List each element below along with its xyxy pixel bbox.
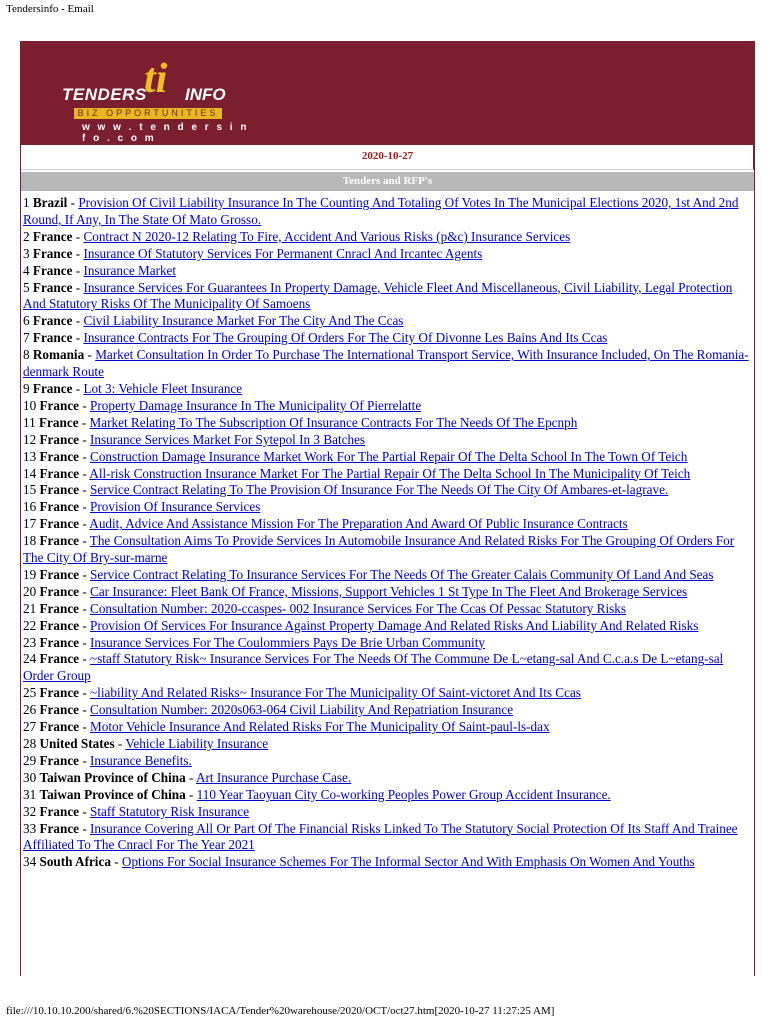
- tender-number: 23: [23, 634, 37, 650]
- tender-title-link[interactable]: Audit, Advice And Assistance Mission For The Preparation And Award Of Public Insurance Contracts: [89, 516, 628, 532]
- tender-title-link[interactable]: Motor Vehicle Insurance And Related Risks For The Municipality Of Saint-paul-ls-dax: [90, 719, 550, 735]
- tender-title-link[interactable]: Service Contract Relating To Insurance Services For The Needs Of The Greater Calais Community Of Land And Seas: [90, 566, 714, 582]
- tender-list: [23, 195, 756, 871]
- tender-number: 24: [23, 651, 37, 667]
- tender-number: 32: [23, 803, 37, 819]
- tender-item: 25 France - ~liability And Related Risks~ Insurance For The Municipality Of Saint-victoret And Its Ccas: [23, 685, 581, 701]
- tender-item: 18 France - The Consultation Aims To Provide Services In Automobile Insurance And Related Risks For The Grouping Of Orders For The City Of Bry-sur-marne: [23, 533, 735, 566]
- tender-number: 8: [23, 347, 30, 363]
- tender-title-link[interactable]: Consultation Number: 2020-ccaspes- 002 Insurance Services For The Ccas Of Pessac Statutory Risks: [90, 600, 626, 616]
- tender-country: France: [39, 397, 80, 413]
- tender-item: 33 France - Insurance Covering All Or Part Of The Financial Risks Linked To The Statutory Social Protection Of Its Staff And Trainee Affiliated To The Cnracl For The Year 2021: [23, 820, 738, 853]
- tender-number: 3: [23, 245, 30, 261]
- tender-title-link[interactable]: Property Damage Insurance In The Municipality Of Pierrelatte: [90, 397, 422, 413]
- header-banner: [20, 41, 755, 145]
- tender-title-link[interactable]: Market Relating To The Subscription Of Insurance Contracts For The Needs Of The Epcnph: [89, 414, 578, 430]
- tender-title-link[interactable]: Insurance Services For The Coulommiers Pays De Brie Urban Community: [90, 634, 485, 650]
- tender-number: 12: [23, 431, 37, 447]
- tender-country: United States: [39, 736, 115, 751]
- tender-number: 13: [23, 448, 37, 464]
- tender-country: France: [32, 245, 73, 261]
- tender-item: 10 France - Property Damage Insurance In The Municipality Of Pierrelatte: [23, 397, 422, 413]
- tender-country: France: [39, 566, 80, 582]
- tender-number: 25: [23, 685, 37, 701]
- tender-title-link[interactable]: Insurance Services For Guarantees In Property Damage, Vehicle Fleet And Miscellaneous, Civil Liability, Legal Protection And Statutory Risks Of The Municipality Of Samoens: [23, 279, 733, 312]
- print-footer: file:///10.10.10.200/shared/6.%20SECTIONS/IACA/Tender%20warehouse/2020/OCT/oct27.htm[2020-10-27 11:27:25 AM]: [6, 1005, 555, 1017]
- tender-country: France: [39, 499, 80, 515]
- tender-title-link[interactable]: Car Insurance: Fleet Bank Of France, Missions, Support Vehicles 1 St Type In The Fleet And Brokerage Services: [90, 583, 688, 599]
- tender-country: France: [39, 752, 80, 768]
- tender-item: 5 France - Insurance Services For Guarantees In Property Damage, Vehicle Fleet And Miscellaneous, Civil Liability, Legal Protection And Statutory Risks Of The Municipality Of Samoens: [23, 279, 733, 312]
- tender-title-link[interactable]: Art Insurance Purchase Case.: [195, 769, 352, 785]
- tender-item: 14 France - All-risk Construction Insurance Market For The Partial Repair Of The Delta School In The Municipality Of Teich: [23, 465, 691, 481]
- tender-item: 9 France - Lot 3: Vehicle Fleet Insurance: [23, 380, 243, 396]
- tender-country: France: [39, 634, 80, 650]
- tender-title-link[interactable]: Vehicle Liability Insurance: [125, 736, 269, 751]
- tender-number: 4: [23, 262, 30, 278]
- tender-title-link[interactable]: ~liability And Related Risks~ Insurance For The Municipality Of Saint-victoret And Its Ccas: [90, 685, 581, 701]
- tender-item: 4 France - Insurance Market: [23, 262, 177, 278]
- tender-number: 19: [23, 566, 37, 582]
- tender-title-link[interactable]: Provision Of Insurance Services: [90, 499, 261, 515]
- tender-item: 30 Taiwan Province of China - Art Insurance Purchase Case.: [23, 769, 352, 785]
- section-title: Tenders and RFP's: [21, 172, 754, 191]
- logo-info-text: INFO: [185, 85, 226, 104]
- tender-item: 16 France - Provision Of Insurance Services: [23, 499, 261, 515]
- tender-title-link[interactable]: Insurance Of Statutory Services For Permanent Cnracl And Ircantec Agents: [83, 245, 483, 261]
- tender-item: 2 France - Contract N 2020-12 Relating To Fire, Accident And Various Risks (p&c) Insurance Services: [23, 228, 571, 244]
- tender-number: 29: [23, 752, 37, 768]
- tender-number: 30: [23, 769, 37, 785]
- tender-country: France: [39, 651, 80, 667]
- tender-number: 20: [23, 583, 37, 599]
- tender-number: 26: [23, 702, 37, 718]
- logo-tagline: BIZ OPPORTUNITIES: [74, 108, 222, 119]
- tender-item: 8 Romania - Market Consultation In Order To Purchase The International Transport Service, With Insurance Included, On The Romania-denmark Route: [23, 347, 749, 380]
- tender-title-link[interactable]: The Consultation Aims To Provide Services In Automobile Insurance And Related Risks For The Grouping Of Orders For The City Of Bry-sur-marne: [23, 533, 735, 566]
- tender-country: France: [39, 803, 80, 819]
- tender-title-link[interactable]: Lot 3: Vehicle Fleet Insurance: [83, 380, 243, 396]
- tender-item: 24 France - ~staff Statutory Risk~ Insurance Services For The Needs Of The Commune De L~etang-sal And C.c.a.s De L~etang-sal Order Group: [23, 651, 724, 684]
- tender-number: 1: [23, 195, 30, 210]
- tender-number: 31: [23, 786, 37, 802]
- tender-country: France: [39, 702, 80, 718]
- tendersinfo-logo[interactable]: [52, 51, 252, 144]
- tender-title-link[interactable]: Contract N 2020-12 Relating To Fire, Accident And Various Risks (p&c) Insurance Services: [83, 228, 571, 244]
- tender-item: 13 France - Construction Damage Insurance Market Work For The Partial Repair Of The Delta School In The Town Of Teich: [23, 448, 688, 464]
- tender-country: France: [39, 685, 80, 701]
- tender-number: 5: [23, 279, 30, 295]
- tender-item: 1 Brazil - Provision Of Civil Liability Insurance In The Counting And Totaling Of Votes In The Municipal Elections 2020, 1st And 2nd Round, If Any, In The State Of Mato Grosso.: [23, 195, 739, 227]
- tender-item: 29 France - Insurance Benefits.: [23, 752, 192, 768]
- tender-item: 7 France - Insurance Contracts For The Grouping Of Orders For The City Of Divonne Les Bains And Its Ccas: [23, 330, 608, 346]
- tender-item: 34 South Africa - Options For Social Insurance Schemes For The Informal Sector And With Emphasis On Women And Youths: [23, 854, 695, 870]
- tender-number: 15: [23, 482, 37, 498]
- tender-number: 2: [23, 228, 30, 244]
- tender-number: 10: [23, 397, 37, 413]
- tender-title-link[interactable]: Market Consultation In Order To Purchase The International Transport Service, With Insurance Included, On The Romania-denmark Route: [23, 347, 749, 380]
- tender-country: France: [39, 533, 80, 549]
- tender-title-link[interactable]: All-risk Construction Insurance Market For The Partial Repair Of The Delta School In The Municipality Of Teich: [89, 465, 691, 481]
- tender-title-link[interactable]: Civil Liability Insurance Market For The City And The Ccas: [83, 313, 404, 329]
- tender-number: 16: [23, 499, 37, 515]
- tender-title-link[interactable]: Service Contract Relating To The Provision Of Insurance For The Needs Of The City Of Ambares-et-lagrave.: [90, 482, 669, 498]
- tender-country: France: [39, 617, 80, 633]
- tender-number: 7: [23, 330, 30, 346]
- print-header: Tendersinfo - Email: [6, 3, 94, 15]
- tender-country: France: [39, 431, 80, 447]
- tender-number: 11: [23, 414, 36, 430]
- tender-number: 17: [23, 516, 37, 532]
- tender-number: 6: [23, 313, 30, 329]
- tender-country: France: [39, 482, 80, 498]
- tender-number: 9: [23, 380, 30, 396]
- tender-country: France: [39, 820, 80, 836]
- date-row: [21, 145, 754, 170]
- tender-item: 28 United States - Vehicle Liability Insurance: [23, 736, 269, 751]
- tender-country: France: [39, 465, 80, 481]
- tender-title-link[interactable]: Construction Damage Insurance Market Work For The Partial Repair Of The Delta School In The Town Of Teich: [90, 448, 688, 464]
- tender-title-link[interactable]: Options For Social Insurance Schemes For The Informal Sector And With Emphasis On Women And Youths: [121, 854, 695, 870]
- tender-number: 27: [23, 719, 37, 735]
- tender-item: 31 Taiwan Province of China - 110 Year Taoyuan City Co-working Peoples Power Group Accident Insurance.: [23, 786, 611, 802]
- tender-item: 27 France - Motor Vehicle Insurance And Related Risks For The Municipality Of Saint-paul-ls-dax: [23, 719, 550, 735]
- tender-title-link[interactable]: Provision Of Civil Liability Insurance In The Counting And Totaling Of Votes In The Municipal Elections 2020, 1st And 2nd Round, If Any, In The State Of Mato Grosso.: [23, 195, 739, 227]
- tender-country: France: [39, 719, 80, 735]
- logo-ti-mark: ti: [144, 56, 168, 102]
- tender-country: France: [32, 279, 73, 295]
- tender-number: 21: [23, 600, 37, 616]
- tender-title-link[interactable]: Insurance Benefits.: [90, 752, 192, 768]
- tender-title-link[interactable]: Provision Of Services For Insurance Against Property Damage And Related Risks And Liability And Related Risks: [90, 617, 699, 633]
- tender-title-link[interactable]: Staff Statutory Risk Insurance: [90, 803, 250, 819]
- tender-title-link[interactable]: Insurance Contracts For The Grouping Of Orders For The City Of Divonne Les Bains And Its Ccas: [83, 330, 608, 346]
- tender-number: 34: [23, 854, 37, 870]
- tender-country: Taiwan Province of China: [39, 786, 186, 802]
- tender-number: 28: [23, 736, 37, 751]
- tender-item: 21 France - Consultation Number: 2020-ccaspes- 002 Insurance Services For The Ccas Of Pessac Statutory Risks: [23, 600, 626, 616]
- logo-url: w w w . t e n d e r s i n f o . c o m: [82, 122, 249, 144]
- tender-country: France: [32, 380, 73, 396]
- tender-country: Brazil: [32, 195, 68, 210]
- tender-item: 15 France - Service Contract Relating To The Provision Of Insurance For The Needs Of The City Of Ambares-et-lagrave.: [23, 482, 669, 498]
- tender-item: 26 France - Consultation Number: 2020s063-064 Civil Liability And Repatriation Insurance: [23, 702, 514, 718]
- tender-item: 19 France - Service Contract Relating To Insurance Services For The Needs Of The Greater Calais Community Of Land And Seas: [23, 566, 714, 582]
- tender-item: 12 France - Insurance Services Market For Sytepol In 3 Batches: [23, 431, 366, 447]
- tender-item: 32 France - Staff Statutory Risk Insurance: [23, 803, 250, 819]
- tender-title-link[interactable]: 110 Year Taoyuan City Co-working Peoples Power Group Accident Insurance.: [196, 786, 611, 802]
- tender-item: 3 France - Insurance Of Statutory Services For Permanent Cnracl And Ircantec Agents: [23, 245, 483, 261]
- tender-country: France: [39, 600, 80, 616]
- tender-number: 14: [23, 465, 37, 481]
- tender-country: France: [39, 516, 80, 532]
- tender-country: South Africa: [39, 854, 111, 870]
- logo-tenders-text: TENDERS: [62, 85, 147, 104]
- tender-title-link[interactable]: ~staff Statutory Risk~ Insurance Services For The Needs Of The Commune De L~etang-sal And C.c.a.s De L~etang-sal Order Group: [23, 651, 724, 684]
- tender-item: 6 France - Civil Liability Insurance Market For The City And The Ccas: [23, 313, 404, 329]
- tender-country: France: [32, 262, 73, 278]
- tender-number: 22: [23, 617, 37, 633]
- tender-item: 17 France - Audit, Advice And Assistance Mission For The Preparation And Award Of Public Insurance Contracts: [23, 516, 628, 532]
- tender-number: 18: [23, 533, 37, 549]
- tender-title-link[interactable]: Insurance Market: [83, 262, 177, 278]
- email-date: 2020-10-27: [361, 150, 414, 162]
- tender-country: France: [32, 313, 73, 329]
- tender-title-link[interactable]: Insurance Covering All Or Part Of The Financial Risks Linked To The Statutory Social Protection Of Its Staff And Trainee Affiliated To The Cnracl For The Year 2021: [23, 820, 738, 853]
- tender-country: France: [32, 228, 73, 244]
- tender-number: 33: [23, 820, 37, 836]
- tender-item: 20 France - Car Insurance: Fleet Bank Of France, Missions, Support Vehicles 1 St Type In The Fleet And Brokerage Services: [23, 583, 688, 599]
- tender-item: 22 France - Provision Of Services For Insurance Against Property Damage And Related Risks And Liability And Related Risks: [23, 617, 699, 633]
- tender-item: 11 France - Market Relating To The Subscription Of Insurance Contracts For The Needs Of The Epcnph: [23, 414, 578, 430]
- tender-item: 23 France - Insurance Services For The Coulommiers Pays De Brie Urban Community: [23, 634, 485, 650]
- tender-title-link[interactable]: Consultation Number: 2020s063-064 Civil Liability And Repatriation Insurance: [90, 702, 514, 718]
- tender-country: France: [39, 414, 79, 430]
- tender-country: France: [39, 583, 80, 599]
- tender-country: France: [39, 448, 80, 464]
- tender-country: Romania: [32, 347, 85, 363]
- tender-country: France: [32, 330, 73, 346]
- tender-title-link[interactable]: Insurance Services Market For Sytepol In 3 Batches: [90, 431, 366, 447]
- tender-country: Taiwan Province of China: [39, 769, 186, 785]
